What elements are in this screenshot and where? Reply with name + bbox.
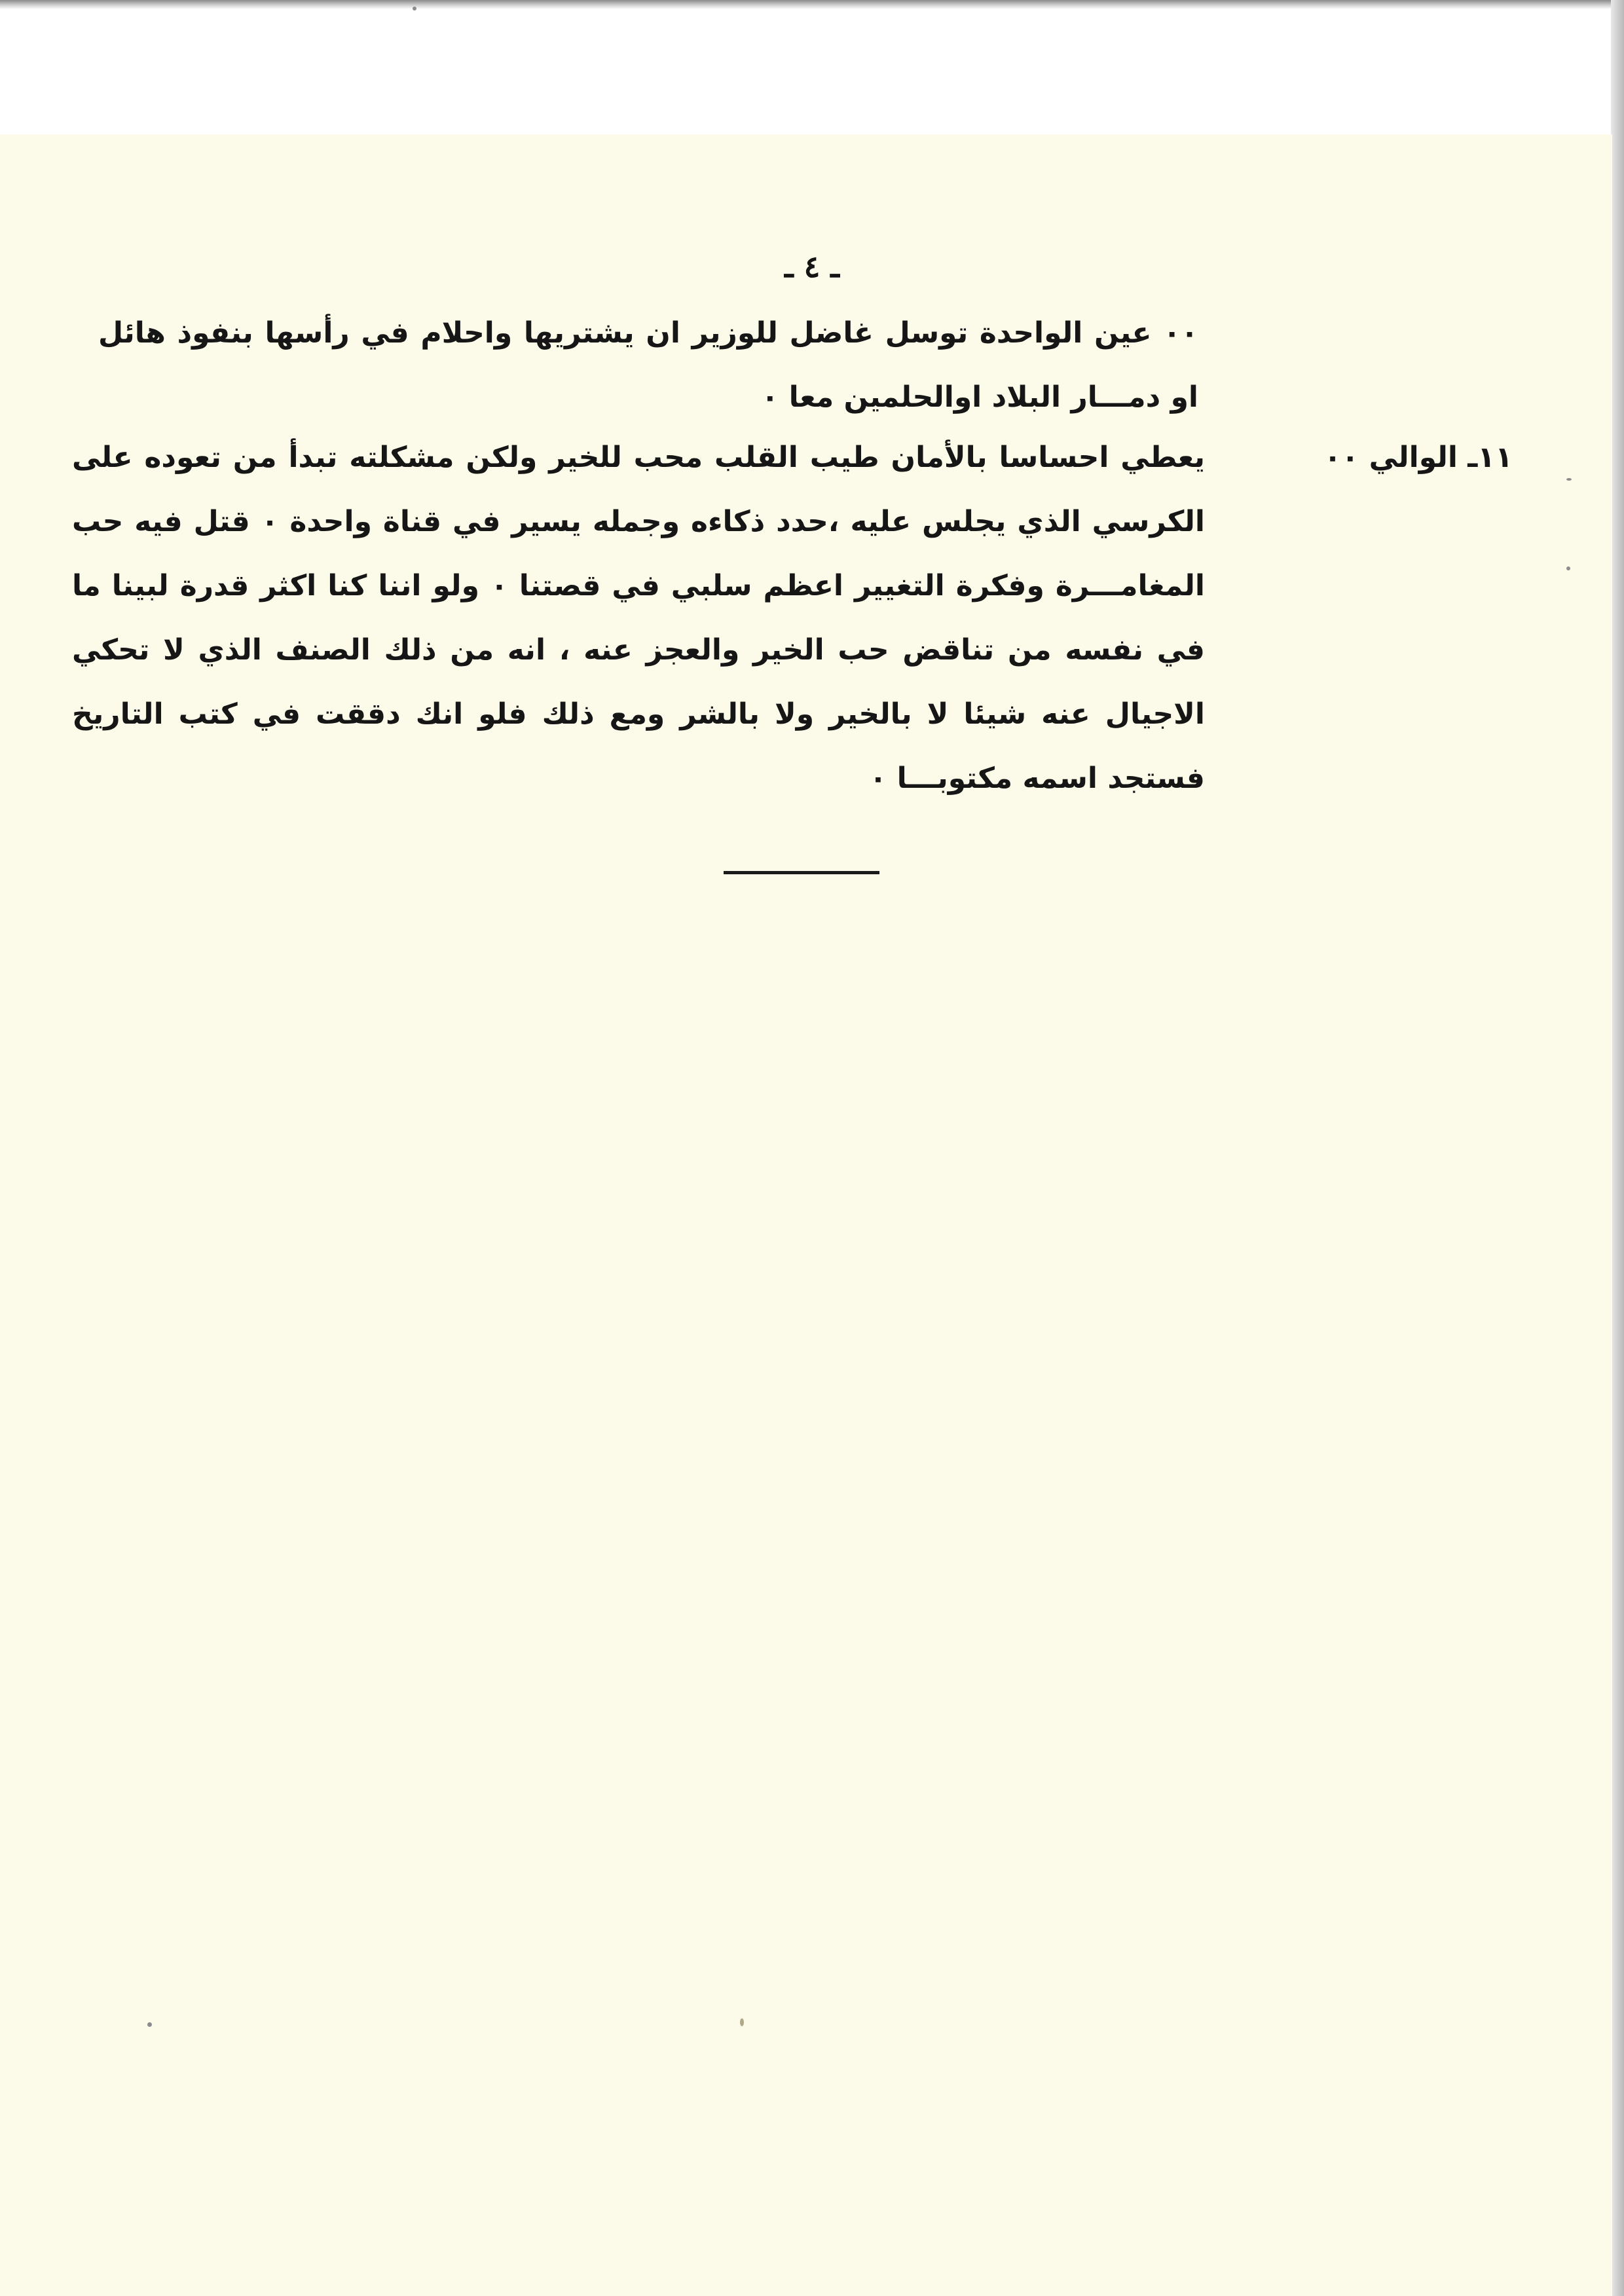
end-rule bbox=[724, 871, 879, 874]
scan-speck bbox=[413, 7, 416, 10]
scan-right-edge bbox=[1611, 0, 1624, 2296]
scan-speck bbox=[1566, 566, 1570, 570]
scan-top-edge bbox=[0, 0, 1624, 9]
scan-speck bbox=[1566, 478, 1572, 481]
section-paragraph: يعطي احساسا بالأمان طيب القلب محب للخير ولكن مشكلته تبدأ من تعوده على الكرسي الذي يجلس عليه ،حدد ذكاءه وجمله يسير في قناة واحدة ٠ قتل فيه حب المغامـــرة وفكرة التغيير اعظم سلبي في قصتنا ٠ ولو اننا كنا اكثر قدرة لبينا ما في نفسه من تناقض حب الخير والعجز عنه ، انه من ذلك الصنف الذي لا تحكي الاجيال عنه شيئا لا بالخير ولا بالشر ومع ذلك فلو انك دققت في كتب التاريخ فستجد اسمه مكتوبـــا ٠ bbox=[72, 441, 1205, 795]
page-number: ـ ٤ ـ bbox=[784, 249, 840, 284]
scan-speck bbox=[147, 2022, 152, 2027]
scan-top-margin bbox=[0, 0, 1624, 134]
intro-paragraph: ٠٠ عين الواحدة توسل غاضل للوزير ان يشتريها واحلام في رأسها بنفوذ هائل او دمـــار البلاد اوالحلمين معا ٠ bbox=[98, 316, 1198, 414]
section-heading: ١١ـ الوالي ٠٠ bbox=[1323, 441, 1513, 474]
scan-speck bbox=[740, 2018, 744, 2026]
